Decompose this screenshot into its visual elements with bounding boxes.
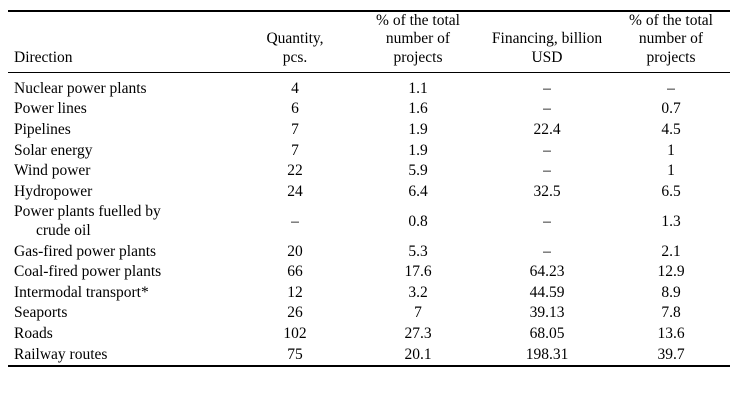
column-header-financing-line2: USD	[531, 48, 563, 66]
row-financing: 22.4	[533, 121, 561, 139]
top-spacer	[8, 0, 730, 10]
row-pct-financing: 1.3	[661, 212, 681, 230]
table-row	[8, 79, 730, 100]
row-quantity: 20	[287, 242, 303, 260]
column-header-pct-financing-line1: % of the total	[629, 12, 713, 29]
row-pct-projects: 7	[414, 304, 422, 322]
row-direction: Pipelines	[14, 121, 71, 139]
row-pct-projects: 1.9	[408, 121, 428, 139]
row-pct-projects: 20.1	[404, 345, 432, 363]
row-direction: Nuclear power plants	[14, 79, 147, 97]
row-direction: Power lines	[14, 100, 87, 118]
table-row	[8, 141, 730, 162]
column-header-direction-line1: Direction	[14, 48, 73, 66]
row-quantity: 7	[291, 141, 299, 159]
row-pct-projects: 6.4	[408, 182, 428, 200]
row-pct-financing: 1	[667, 141, 675, 159]
row-financing: 44.59	[529, 283, 565, 301]
row-financing: –	[543, 79, 551, 97]
table-row	[8, 283, 730, 304]
row-pct-projects: 1.6	[408, 100, 428, 118]
row-pct-projects: 3.2	[408, 283, 428, 301]
table-body	[8, 72, 730, 366]
column-header-financing-line1: Financing, billion	[491, 30, 603, 48]
row-quantity: 24	[287, 182, 303, 200]
row-pct-projects: 1.9	[408, 141, 428, 159]
column-header-pct-financing-line2: number of	[638, 30, 704, 48]
column-header-pct-projects	[354, 11, 482, 72]
table-header	[8, 11, 730, 72]
row-direction: Coal-fired power plants	[14, 263, 162, 281]
column-header-pct-financing-line3: projects	[646, 48, 696, 66]
row-financing: –	[543, 212, 551, 230]
table-row	[8, 202, 730, 241]
row-pct-financing: 8.9	[661, 283, 681, 301]
row-quantity: –	[291, 212, 299, 230]
table-row	[8, 324, 730, 345]
table-row	[8, 242, 730, 263]
row-direction: Seaports	[14, 304, 68, 322]
row-pct-projects: 1.1	[408, 79, 428, 97]
row-pct-financing: 2.1	[661, 242, 681, 260]
row-pct-financing: 12.9	[657, 263, 685, 281]
column-header-direction	[8, 11, 236, 72]
row-financing: 64.23	[529, 263, 565, 281]
row-pct-financing: 4.5	[661, 121, 681, 139]
row-financing: 68.05	[529, 324, 565, 342]
row-pct-financing: 7.8	[661, 304, 681, 322]
column-header-financing	[482, 11, 612, 72]
row-pct-projects: 27.3	[404, 324, 432, 342]
column-header-quantity-line1: Quantity,	[266, 30, 324, 48]
header-row	[8, 11, 730, 72]
table-row	[8, 99, 730, 120]
row-pct-financing: 13.6	[657, 324, 685, 342]
row-pct-projects: 0.8	[408, 212, 428, 230]
row-financing: 32.5	[533, 182, 561, 200]
row-pct-financing: 0.7	[661, 100, 681, 118]
row-quantity: 4	[291, 79, 299, 97]
row-financing: –	[543, 100, 551, 118]
row-quantity: 12	[287, 283, 303, 301]
table-row	[8, 161, 730, 182]
row-financing: –	[543, 141, 551, 159]
row-quantity: 75	[287, 345, 303, 363]
table-row	[8, 303, 730, 324]
row-quantity: 6	[291, 100, 299, 118]
row-direction-line1: Power plants fuelled by	[14, 203, 161, 221]
row-direction: Solar energy	[14, 141, 93, 159]
row-pct-financing: 1	[667, 162, 675, 180]
row-direction: Intermodal transport*	[14, 283, 149, 301]
projects-table	[8, 10, 730, 367]
row-direction: Railway routes	[14, 345, 108, 363]
row-direction: Roads	[14, 324, 53, 342]
table-row	[8, 120, 730, 141]
row-pct-financing: 39.7	[657, 345, 685, 363]
column-header-pct-projects-line2: number of	[385, 30, 451, 48]
row-pct-projects: 5.3	[408, 242, 428, 260]
row-direction-line2: crude oil	[36, 222, 91, 239]
row-financing: –	[543, 242, 551, 260]
row-direction: Hydropower	[14, 182, 93, 200]
row-pct-financing: 6.5	[661, 182, 681, 200]
row-pct-financing: –	[667, 79, 675, 97]
row-quantity: 26	[287, 304, 303, 322]
column-header-pct-projects-line3: projects	[393, 48, 443, 66]
row-financing: –	[543, 162, 551, 180]
table-row	[8, 345, 730, 367]
table-row	[8, 262, 730, 283]
column-header-pct-projects-line1: % of the total	[376, 12, 460, 29]
column-header-quantity	[236, 11, 354, 72]
row-direction: Gas-fired power plants	[14, 242, 157, 260]
row-quantity: 7	[291, 121, 299, 139]
table-row	[8, 182, 730, 203]
row-direction-wrapped	[8, 202, 236, 241]
row-pct-projects: 17.6	[404, 263, 432, 281]
row-direction: Wind power	[14, 162, 91, 180]
row-financing: 198.31	[525, 345, 569, 363]
column-header-quantity-line2: pcs.	[282, 48, 308, 66]
row-quantity: 102	[283, 324, 307, 342]
column-header-pct-financing	[612, 11, 730, 72]
row-quantity: 22	[287, 162, 303, 180]
row-financing: 39.13	[529, 304, 565, 322]
row-pct-projects: 5.9	[408, 162, 428, 180]
row-quantity: 66	[287, 263, 303, 281]
